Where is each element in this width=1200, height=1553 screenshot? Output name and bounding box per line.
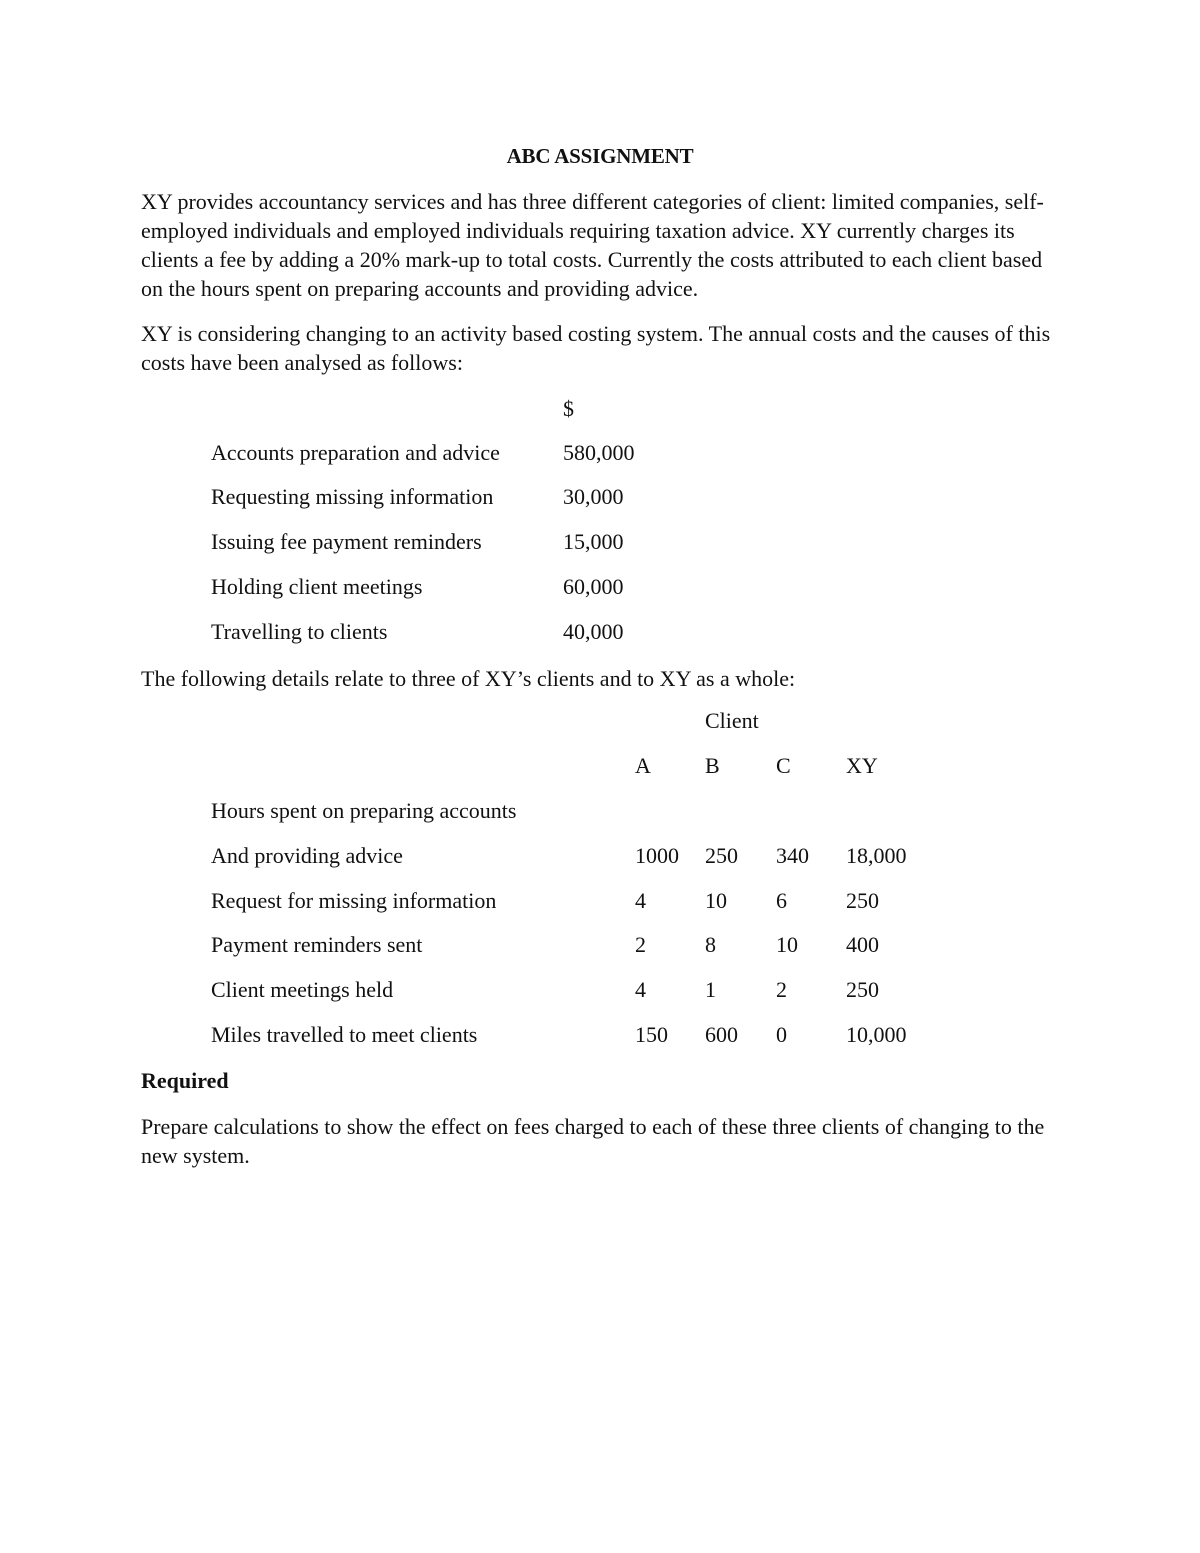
table-cell: 250 [705, 843, 738, 868]
cost-activity: Requesting missing information [211, 484, 494, 509]
table-cell: 10 [776, 932, 798, 957]
column-header: C [776, 753, 791, 778]
table-cell: 600 [705, 1022, 738, 1047]
cost-amount: 15,000 [563, 529, 624, 554]
table-cell: 250 [846, 888, 879, 913]
cost-activity: Issuing fee payment reminders [211, 529, 482, 554]
table-cell: 150 [635, 1022, 668, 1047]
cost-amount: 40,000 [563, 619, 624, 644]
table-cell: 250 [846, 977, 879, 1002]
abc-paragraph: XY is considering changing to an activity based costing system. The annual costs and the causes of this costs have been analysed as follows: [141, 321, 1051, 375]
table-cell: 400 [846, 932, 879, 957]
table-cell: 0 [776, 1022, 787, 1047]
intro-paragraph: XY provides accountancy services and has three different categories of client: limited companies, self-employed individuals and employed individuals requiring taxation advice. XY currently charges its clients a fee by adding a 20% mark-up to total costs. Currently the costs attributed to each client based on the hours spent on preparing accounts and providing advice. [141, 189, 1044, 301]
table-cell: 6 [776, 888, 787, 913]
cost-activity: Travelling to clients [211, 619, 388, 644]
cost-amount: 580,000 [563, 440, 635, 465]
row-label: Client meetings held [211, 977, 394, 1002]
cost-activity: Holding client meetings [211, 574, 423, 599]
table-cell: 10 [705, 888, 727, 913]
table-cell: 4 [635, 977, 646, 1002]
required-text: Prepare calculations to show the effect on fees charged to each of these three clients of changing to the new system. [141, 1114, 1045, 1168]
required-heading: Required [141, 1068, 229, 1093]
cost-amount: 30,000 [563, 484, 624, 509]
table-cell: 1000 [635, 843, 679, 868]
table-cell: 2 [776, 977, 787, 1002]
table-cell: 340 [776, 843, 809, 868]
table-cell: 2 [635, 932, 646, 957]
row-label: Payment reminders sent [211, 932, 423, 957]
column-header: A [635, 753, 651, 778]
table-cell: 1 [705, 977, 716, 1002]
table-cell: 8 [705, 932, 716, 957]
row-label: Request for missing information [211, 888, 497, 913]
table-cell: 10,000 [846, 1022, 907, 1047]
row-label: Miles travelled to meet clients [211, 1022, 478, 1047]
row-label: And providing advice [211, 843, 403, 868]
column-header: B [705, 753, 720, 778]
details-intro: The following details relate to three of XY’s clients and to XY as a whole: [141, 666, 796, 691]
costs-currency-header: $ [563, 396, 574, 421]
cost-activity: Accounts preparation and advice [211, 440, 500, 465]
row-label: Hours spent on preparing accounts [211, 798, 517, 823]
page-title: ABC ASSIGNMENT [506, 144, 694, 168]
cost-amount: 60,000 [563, 574, 624, 599]
table-cell: 18,000 [846, 843, 907, 868]
table-cell: 4 [635, 888, 646, 913]
column-header: XY [846, 753, 878, 778]
client-group-header: Client [705, 708, 759, 733]
